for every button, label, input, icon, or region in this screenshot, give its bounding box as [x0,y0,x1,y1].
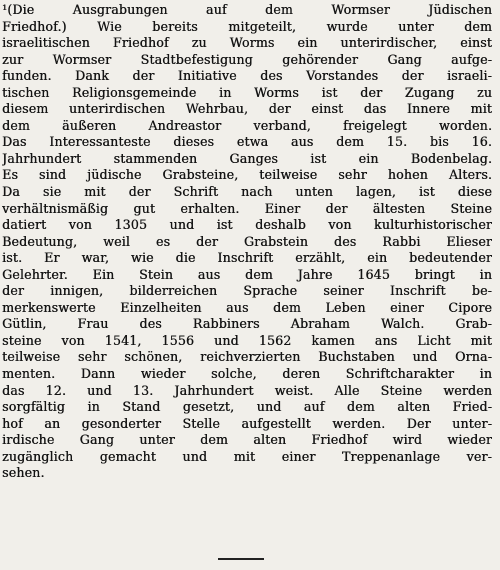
article-line: hof an gesonderter Stelle aufgestellt werden. Der unter- [2,415,492,431]
article-line: ist. Er war, wie die Inschrift erzählt, ein bedeutender [2,250,492,266]
article-line: sehen. [2,465,45,481]
article-line: ¹(Die Ausgrabungen auf dem Wormser Jüdischen [2,2,492,17]
article-line: Bedeutung, weil es der Grabstein des Rabbi Elieser [2,233,492,249]
article-line: Friedhof.) Wie bereits mitgeteilt, wurde unter dem [2,18,492,34]
article-line: steine von 1541, 1556 und 1562 kamen ans Licht mit [2,332,492,348]
article-line: menten. Dann wieder solche, deren Schriftcharakter in [2,366,492,382]
article-line: irdische Gang unter dem alten Friedhof wird wieder [2,432,492,448]
article-line: funden. Dank der Initiative des Vorstandes der israeli- [2,68,492,84]
article-body [2,2,492,482]
article-line: Da sie mit der Schrift nach unten lagen, ist diese [2,184,492,200]
article-line: Jahrhundert stammenden Ganges ist ein Bodenbelag. [2,150,492,166]
article-line: merkenswerte Einzelheiten aus dem Leben einer Cipore [2,299,492,315]
article-line: datiert von 1305 und ist deshalb von kulturhistorischer [2,217,492,233]
article-line: verhältnismäßig gut erhalten. Einer der ältesten Steine [2,200,492,216]
article-line: sorgfältig in Stand gesetzt, und auf dem alten Fried- [2,399,492,415]
article-line: teilweise sehr schönen, reichverzierten Buchstaben und Orna- [2,349,492,365]
article-line: zur Wormser Stadtbefestigung gehörender Gang aufge- [2,51,492,67]
article-line: zugänglich gemacht und mit einer Treppenanlage ver- [2,448,492,464]
article-line: israelitischen Friedhof zu Worms ein unterirdischer, einst [2,35,492,51]
article-line: Es sind jüdische Grabsteine, teilweise sehr hohen Alters. [2,167,492,183]
article-line: Gütlin, Frau des Rabbiners Abraham Walch. Grab- [2,316,492,332]
article-line: der innigen, bilderreichen Sprache seiner Inschrift be- [2,283,492,299]
article-line: das 12. und 13. Jahrhundert weist. Alle Steine werden [2,382,492,398]
separator-rule [218,558,264,560]
article-line: tischen Religionsgemeinde in Worms ist der Zugang zu [2,84,492,100]
article-line: dem äußeren Andreastor verband, freigelegt worden. [2,117,492,133]
article-line: Gelehrter. Ein Stein aus dem Jahre 1645 bringt in [2,266,492,282]
article-line: diesem unterirdischen Wehrbau, der einst das Innere mit [2,101,492,117]
article-line: Das Interessanteste dieses etwa aus dem 15. bis 16. [2,134,492,150]
